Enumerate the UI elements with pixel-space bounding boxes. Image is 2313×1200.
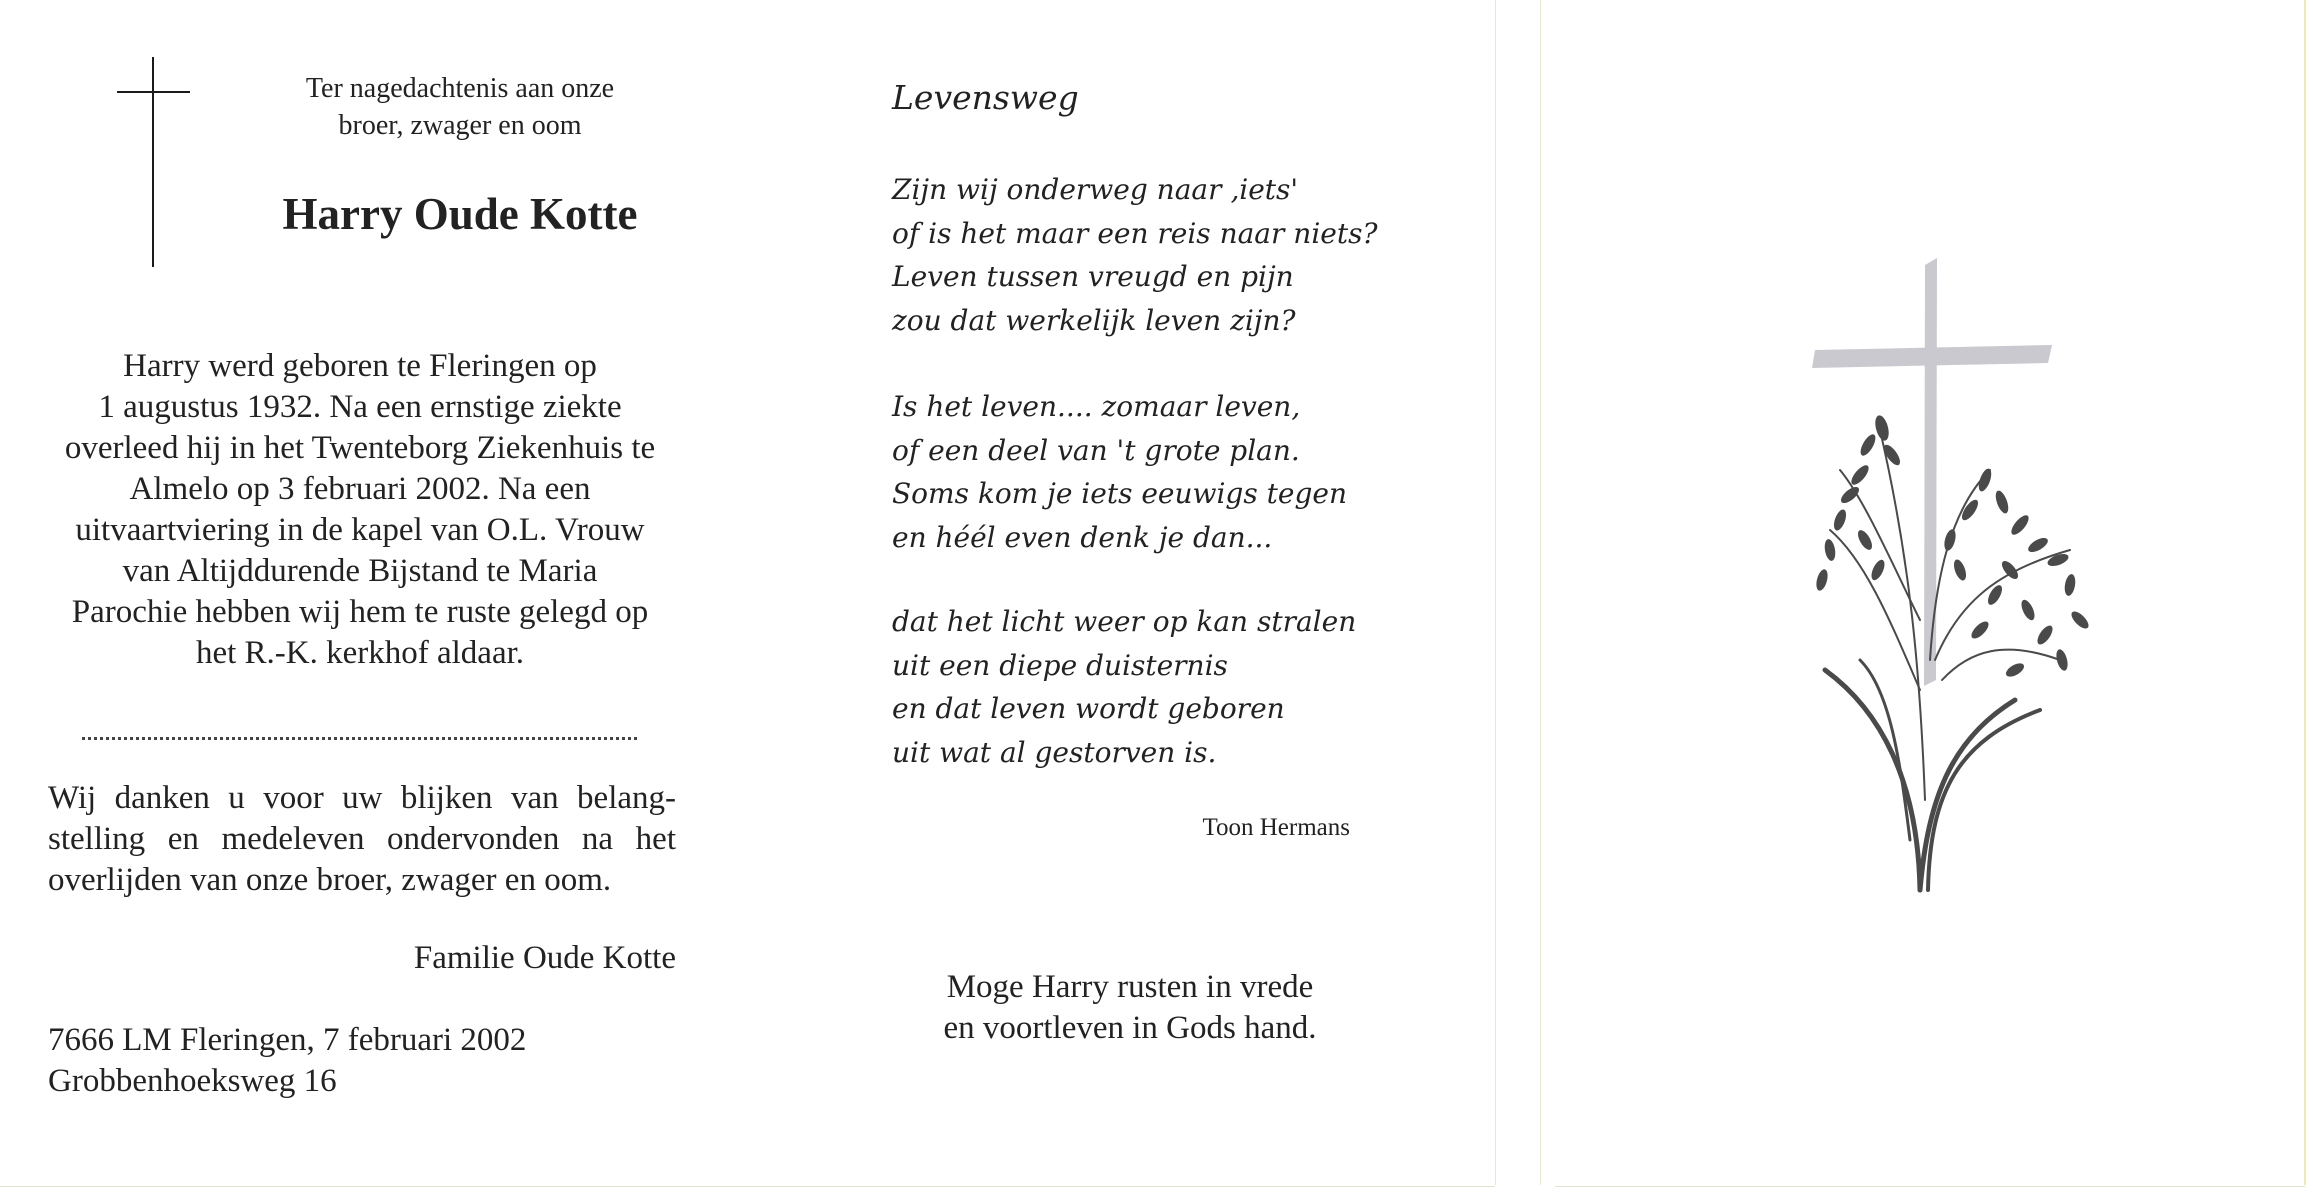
poem-author: Toon Hermans <box>1202 814 1350 841</box>
address-block <box>48 1020 526 1102</box>
cross-icon-bar <box>117 91 190 93</box>
poem-line: Is het leven.... zomaar leven, <box>892 390 1301 423</box>
address-line: Grobbenhoeksweg 16 <box>48 1063 337 1099</box>
bio-line: Almelo op 3 februari 2002. Na een <box>129 471 591 507</box>
poem-line: uit wat al gestorven is. <box>892 735 1217 769</box>
deceased-name: Harry Oude Kotte <box>282 189 638 239</box>
poem-line: zou dat werkelijk leven zijn? <box>892 303 1296 337</box>
memorial-line: Ter nagedachtenis aan onze <box>305 73 615 104</box>
bio-line: het R.-K. kerkhof aldaar. <box>195 635 525 671</box>
paper-edge <box>2304 0 2306 1185</box>
poem-line: en héél even denk je dan... <box>892 520 1273 554</box>
fold-line <box>1495 0 1496 1185</box>
thanks-line: Wij danken u voor uw blijken van belang- <box>48 780 676 816</box>
grass-seed-heads <box>1814 414 2091 679</box>
closing-prayer <box>870 967 1390 1049</box>
bio-line: uitvaartviering in de kapel van O.L. Vrouw <box>75 512 645 548</box>
cross-with-grass-illustration <box>1770 240 2150 900</box>
poem-line: Zijn wij onderweg naar ‚iets' <box>892 173 1299 206</box>
bio-line: Harry werd geboren te Fleringen op <box>123 348 597 384</box>
closing-line: en voortleven in Gods hand. <box>943 1010 1317 1046</box>
address-line: 7666 LM Fleringen, 7 februari 2002 <box>48 1022 527 1058</box>
biography <box>30 346 690 674</box>
thanks-line: overlijden van onze broer, zwager en oom. <box>48 862 612 898</box>
thanks-paragraph <box>48 778 676 901</box>
family-signature: Familie Oude Kotte <box>413 940 676 976</box>
fold-line <box>1540 0 1541 1185</box>
grass-icon <box>1825 430 2070 890</box>
memorial-line: broer, zwager en oom <box>338 110 582 141</box>
bio-line: Parochie hebben wij hem te ruste gelegd op <box>71 594 649 630</box>
bio-line: overleed hij in het Twenteborg Ziekenhuis te <box>64 430 656 466</box>
dotted-divider <box>82 737 637 740</box>
poem-stanza <box>892 600 1356 774</box>
poem-line: dat het licht weer op kan stralen <box>892 605 1357 638</box>
poem-line: en dat leven wordt geboren <box>892 692 1285 725</box>
closing-line: Moge Harry rusten in vrede <box>946 969 1314 1005</box>
poem-title: Levensweg <box>892 78 1079 117</box>
poem-line: of is het maar een reis naar niets? <box>892 216 1378 250</box>
memorial-heading <box>250 70 670 144</box>
cross-icon <box>152 57 154 267</box>
obituary-panel <box>0 0 730 1200</box>
poem-line: uit een diepe duisternis <box>892 648 1228 682</box>
poem-line: Soms kom je iets eeuwigs tegen <box>892 477 1347 510</box>
poem-stanza <box>892 168 1377 342</box>
bio-line: 1 augustus 1932. Na een ernstige ziekte <box>98 389 622 425</box>
thanks-line: stelling en medeleven ondervonden na het <box>48 821 676 857</box>
card-bottom-edge <box>1555 1186 2305 1187</box>
poem-stanza <box>892 385 1347 559</box>
poem-line: Leven tussen vreugd en pijn <box>892 260 1294 293</box>
bio-line: van Altijddurende Bijstand te Maria <box>122 553 598 589</box>
poem-line: of een deel van 't grote plan. <box>892 433 1300 467</box>
light-cross-icon <box>1812 258 2052 686</box>
